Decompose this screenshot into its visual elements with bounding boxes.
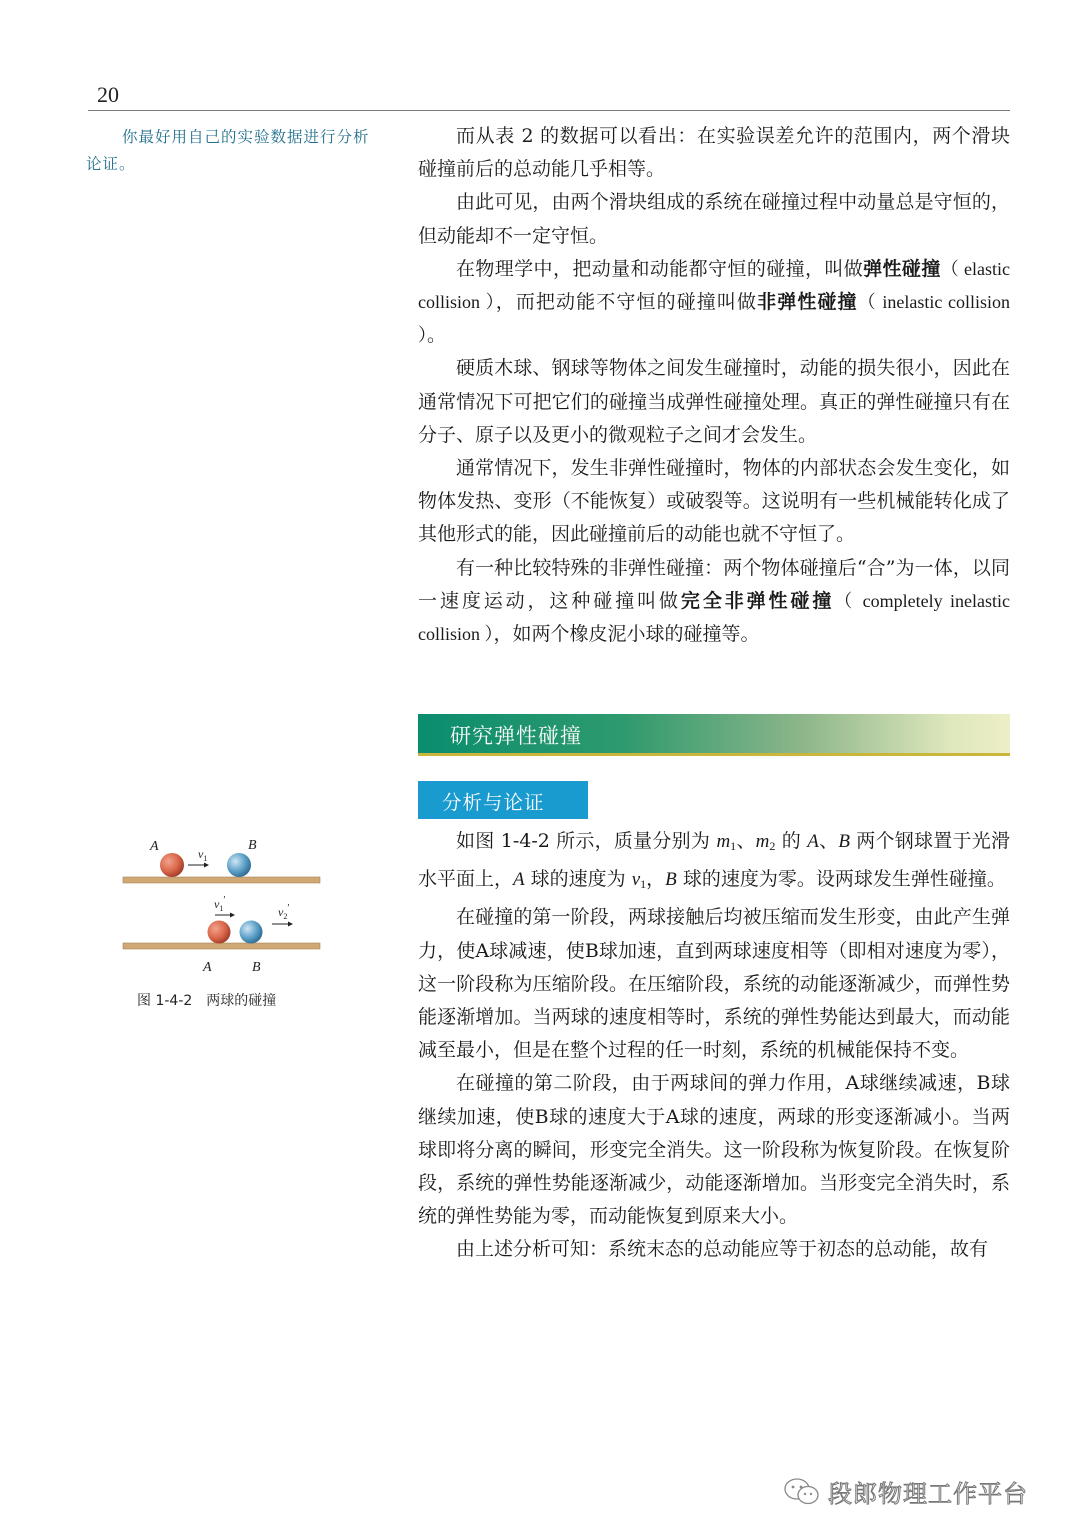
subscript: 1 xyxy=(730,839,737,853)
margin-note: 你最好用自己的实验数据进行分析论证。 xyxy=(86,128,370,173)
var-m xyxy=(716,831,736,852)
paragraph xyxy=(418,253,1010,353)
paragraph: 由上述分析可知：系统末态的总动能应等于初态的总动能，故有 xyxy=(456,1238,989,1261)
var-B: B xyxy=(838,831,850,852)
watermark-text: 段郎物理工作平台 xyxy=(828,1480,1028,1508)
text-run: ，如两个橡皮泥小球的碰撞等。 xyxy=(493,623,760,646)
var-letter: m xyxy=(755,831,770,852)
paragraph: 在碰撞的第二阶段，由于两球间的弹力作用，A球继续减速，B球继续加速，使B球的速度大于A球的速度，两球的形变逐渐减小。当两球即将分离的瞬间，形变完全消失。这一阶段称为恢复阶段。在恢复阶段，系统的弹性势能逐渐减少，动能逐渐增加。当形变完全消失时，系统的弹性势能为零，而动能恢复到原来大小。 xyxy=(418,1072,1010,1228)
subscript: 1 xyxy=(640,877,647,892)
text-run: 。 xyxy=(427,324,447,347)
text-run: 两个钢球置于光滑水平面上， xyxy=(418,830,1010,891)
text-run: 球的速度为 xyxy=(524,868,632,891)
paragraph xyxy=(418,552,1010,652)
label-A-bottom: A xyxy=(203,960,212,975)
figure-caption xyxy=(137,990,276,1010)
ground-bottom xyxy=(123,943,320,949)
text-run: 在物理学中，把动量和动能都守恒的碰撞，叫做 xyxy=(456,257,864,280)
var-letter: m xyxy=(716,831,731,852)
ground-top xyxy=(123,877,320,883)
paragraph: 由此可见，由两个滑块组成的系统在碰撞过程中动量总是守恒的，但动能却不一定守恒。 xyxy=(418,191,1010,247)
label-v1: $v_1$ xyxy=(198,847,208,863)
label-v1-prime: $v_1'$ xyxy=(214,895,226,913)
subscript: 2 xyxy=(769,839,776,853)
label-B-top: B xyxy=(248,838,257,853)
arrowhead-v1-prime xyxy=(230,913,235,918)
paragraph: 硬质木球、钢球等物体之间发生碰撞时，动能的损失很小，因此在通常情况下可把它们的碰撞当成弹性碰撞处理。真正的弹性碰撞只有在分子、原子以及更小的微观粒子之间才会发生。 xyxy=(418,357,1010,446)
label-v2-prime: $v_2'$ xyxy=(278,903,290,921)
var-A: A xyxy=(513,869,525,891)
var-letter: v xyxy=(631,869,641,891)
label-A-top: A xyxy=(150,839,159,854)
wechat-icon xyxy=(782,1476,822,1508)
text-run: ， xyxy=(646,868,666,891)
var-B: B xyxy=(665,869,677,891)
text-run: 球的速度为零。设两球发生弹性碰撞。 xyxy=(676,868,1006,891)
paragraph: 而从表 2 的数据可以看出：在实验误差允许的范围内，两个滑块碰撞前后的总动能几乎相等。 xyxy=(418,125,1010,181)
arrowhead-v2-prime xyxy=(288,922,293,927)
text-run: 、 xyxy=(736,830,756,852)
text-run: 、 xyxy=(818,830,839,852)
page-number: 20 xyxy=(97,82,119,107)
main-text-block xyxy=(418,120,1010,651)
paragraph xyxy=(418,825,1010,901)
english-term: （ inelastic collision ） xyxy=(418,292,1010,346)
ball-A-top xyxy=(160,853,184,877)
watermark xyxy=(782,1474,1028,1509)
ball-A-bottom xyxy=(208,921,231,944)
var-m xyxy=(756,831,776,852)
section-title: 研究弹性碰撞 xyxy=(450,724,582,748)
term-completely-inelastic-collision: 完全非弹性碰撞 xyxy=(680,589,835,612)
term-inelastic-collision: 非弹性碰撞 xyxy=(757,291,858,314)
text-run: 的 xyxy=(775,830,808,852)
figure-number: 图 1-4-2 xyxy=(137,993,193,1009)
paragraph: 通常情况下，发生非弹性碰撞时，物体的内部状态会发生变化，如物体发热、变形（不能恢复）或破裂等。这说明有一些机械能转化成了其他形式的能，因此碰撞前后的动能也就不守恒了。 xyxy=(418,457,1010,546)
text-run: ，而把动能不守恒的碰撞叫做 xyxy=(495,291,758,314)
english-term: （ completely inelastic collision ） xyxy=(418,590,1010,645)
text-run: 有一种比较特殊的非弹性碰撞：两个物体碰撞后“合”为一体，以同一速度运动，这种碰撞叫做 xyxy=(418,556,1010,612)
paragraph: 在碰撞的第一阶段，两球接触后均被压缩而发生形变，由此产生弹力，使A球减速，使B球加速，直到两球速度相等（即相对速度为零），这一阶段称为压缩阶段。在压缩阶段，系统的动能逐渐减少，而弹性势能逐渐增加。当两球的速度相等时，系统的弹性势能达到最大，而动能减至最小，但是在整个过程的任一时刻，系统的机械能保持不变。 xyxy=(418,906,1010,1062)
text-run: 如图 1-4-2 所示，质量分别为 xyxy=(456,830,717,852)
subsection-title: 分析与论证 xyxy=(442,791,545,814)
ball-B-bottom xyxy=(240,921,263,944)
collision-figure xyxy=(118,832,328,982)
english-term: （ elastic collision ） xyxy=(418,258,1010,313)
ball-B-top xyxy=(227,853,251,877)
var-A: A xyxy=(807,831,819,852)
header-rule xyxy=(88,110,1010,111)
term-elastic-collision: 弹性碰撞 xyxy=(863,257,941,280)
arrowhead-v1 xyxy=(204,863,209,868)
analysis-text-block xyxy=(418,825,1010,1267)
subsection-header xyxy=(418,781,588,819)
section-header xyxy=(418,714,1010,756)
var-v xyxy=(632,869,646,890)
figure-title: 两球的碰撞 xyxy=(206,993,277,1009)
label-B-bottom: B xyxy=(252,960,261,975)
